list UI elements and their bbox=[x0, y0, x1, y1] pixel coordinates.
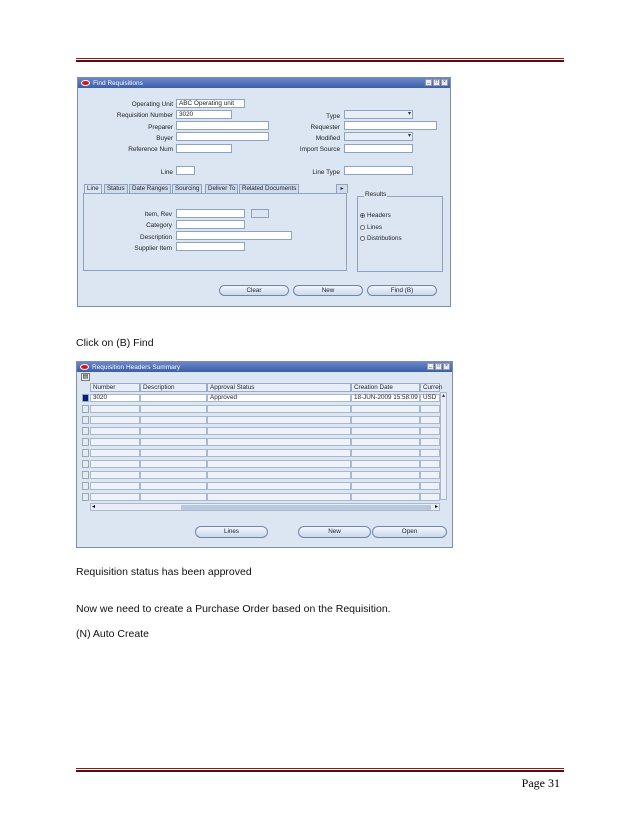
tab-status[interactable]: Status bbox=[104, 184, 128, 193]
description-label: Description bbox=[140, 234, 172, 241]
row-selector[interactable] bbox=[82, 438, 89, 446]
radio-icon bbox=[360, 225, 365, 230]
category-field[interactable] bbox=[176, 220, 245, 229]
buyer-field[interactable] bbox=[176, 132, 269, 141]
caption-click-find: Click on (B) Find bbox=[76, 337, 154, 349]
line-type-label: Line Type bbox=[312, 169, 340, 176]
table-cell[interactable] bbox=[420, 493, 440, 501]
table-cell[interactable] bbox=[140, 460, 207, 468]
table-cell[interactable] bbox=[420, 427, 440, 435]
tab-deliver-to[interactable]: Deliver To bbox=[205, 184, 238, 193]
table-cell[interactable] bbox=[207, 405, 351, 413]
page-number: Page 31 bbox=[521, 776, 560, 790]
bottom-rule bbox=[76, 768, 564, 772]
supplier-item-label: Supplier Item bbox=[134, 245, 172, 252]
line-type-field[interactable] bbox=[344, 166, 413, 175]
reference-num-field[interactable] bbox=[176, 144, 232, 153]
operating-unit-label: Operating Unit bbox=[131, 101, 173, 108]
tab-scroll-right-icon[interactable]: ▸ bbox=[336, 184, 348, 193]
table-cell[interactable] bbox=[140, 405, 207, 413]
caption-auto-create: (N) Auto Create bbox=[76, 628, 149, 640]
maximize-icon[interactable]: □ bbox=[434, 79, 439, 85]
column-description[interactable]: Description bbox=[140, 383, 207, 392]
row-selector[interactable] bbox=[82, 482, 89, 490]
supplier-item-field[interactable] bbox=[176, 242, 245, 251]
tab-sourcing[interactable]: Sourcing bbox=[172, 184, 202, 193]
table-cell[interactable] bbox=[140, 449, 207, 457]
results-group bbox=[357, 196, 443, 272]
table-cell[interactable] bbox=[351, 482, 420, 490]
tab-line[interactable]: Line bbox=[84, 184, 102, 193]
minimize-icon[interactable]: _ bbox=[427, 363, 434, 370]
close-icon[interactable]: × bbox=[443, 363, 450, 370]
scroll-thumb[interactable] bbox=[181, 505, 431, 510]
table-cell[interactable] bbox=[420, 405, 440, 413]
close-icon[interactable]: × bbox=[441, 79, 448, 86]
radio-selected-icon bbox=[360, 213, 365, 218]
tab-related-documents[interactable]: Related Documents bbox=[239, 184, 299, 193]
caption-status-approved: Requisition status has been approved bbox=[76, 566, 252, 578]
table-cell[interactable] bbox=[90, 482, 140, 490]
table-cell[interactable] bbox=[420, 438, 440, 446]
line-field[interactable] bbox=[176, 166, 195, 175]
row-selector[interactable] bbox=[82, 493, 89, 501]
table-cell[interactable] bbox=[140, 471, 207, 479]
table-cell[interactable]: 3020 bbox=[90, 394, 140, 402]
oracle-logo-icon bbox=[80, 364, 89, 370]
new-button[interactable]: New bbox=[298, 526, 371, 538]
find-button[interactable]: Find (B) bbox=[367, 285, 437, 296]
reference-num-label: Reference Num bbox=[128, 146, 173, 153]
row-selector[interactable] bbox=[82, 416, 89, 424]
table-cell[interactable] bbox=[140, 416, 207, 424]
column-creation-date[interactable]: Creation Date bbox=[351, 383, 420, 392]
results-distributions-radio[interactable]: Distributions bbox=[360, 235, 402, 242]
table-cell[interactable] bbox=[351, 427, 420, 435]
radio-icon bbox=[360, 236, 365, 241]
caption-create-po: Now we need to create a Purchase Order based on the Requisition. bbox=[76, 603, 391, 615]
table-cell[interactable]: Approved bbox=[207, 394, 351, 402]
rev-field[interactable] bbox=[251, 209, 269, 218]
import-source-label: Import Source bbox=[299, 146, 340, 153]
preparer-field[interactable] bbox=[176, 121, 269, 130]
import-source-field[interactable] bbox=[344, 144, 413, 153]
table-cell[interactable] bbox=[140, 394, 207, 402]
tab-date-ranges[interactable]: Date Ranges bbox=[129, 184, 171, 193]
table-cell[interactable] bbox=[90, 438, 140, 446]
table-cell[interactable] bbox=[351, 438, 420, 446]
results-lines-radio[interactable]: Lines bbox=[360, 224, 382, 231]
table-cell[interactable]: USD bbox=[420, 394, 440, 402]
open-button[interactable]: Open bbox=[372, 526, 447, 538]
table-cell[interactable] bbox=[90, 427, 140, 435]
folder-tool-icon[interactable]: ▤ bbox=[82, 374, 89, 380]
modified-select[interactable] bbox=[344, 132, 413, 141]
table-cell[interactable] bbox=[90, 416, 140, 424]
find-window-titlebar[interactable] bbox=[78, 78, 450, 88]
table-cell[interactable] bbox=[351, 493, 420, 501]
line-label: Line bbox=[160, 169, 173, 176]
type-select[interactable] bbox=[344, 110, 413, 119]
new-button[interactable]: New bbox=[293, 285, 363, 296]
table-cell[interactable] bbox=[140, 482, 207, 490]
table-cell[interactable] bbox=[351, 460, 420, 468]
summary-window-title: Requisition Headers Summary bbox=[92, 363, 181, 371]
scroll-left-icon[interactable]: ◂ bbox=[92, 504, 96, 510]
row-selector[interactable] bbox=[82, 460, 89, 468]
column-currency[interactable]: Curren bbox=[420, 383, 440, 392]
table-cell[interactable] bbox=[207, 482, 351, 490]
table-cell[interactable] bbox=[207, 416, 351, 424]
table-cell[interactable] bbox=[90, 449, 140, 457]
row-selector[interactable] bbox=[82, 449, 89, 457]
minimize-icon[interactable]: _ bbox=[425, 79, 432, 86]
table-cell[interactable] bbox=[420, 416, 440, 424]
item-field[interactable] bbox=[176, 209, 245, 218]
lines-button[interactable]: Lines bbox=[195, 526, 268, 538]
column-number[interactable]: Number bbox=[90, 383, 140, 392]
modified-label: Modified bbox=[315, 135, 340, 142]
summary-window-titlebar[interactable] bbox=[77, 362, 452, 372]
find-window-title: Find Requisitions bbox=[93, 79, 143, 87]
category-label: Category bbox=[146, 222, 172, 229]
table-cell[interactable] bbox=[140, 427, 207, 435]
table-cell[interactable] bbox=[351, 449, 420, 457]
table-cell[interactable] bbox=[90, 493, 140, 501]
item-rev-label: Item, Rev bbox=[144, 211, 172, 218]
table-cell[interactable] bbox=[207, 471, 351, 479]
requisition-number-field[interactable]: 3020 bbox=[176, 110, 232, 119]
row-selector[interactable] bbox=[82, 394, 89, 402]
table-cell[interactable] bbox=[207, 427, 351, 435]
table-cell[interactable] bbox=[351, 471, 420, 479]
column-approval-status[interactable]: Approval Status bbox=[207, 383, 351, 392]
table-cell[interactable] bbox=[420, 460, 440, 468]
table-cell[interactable] bbox=[420, 482, 440, 490]
table-cell[interactable] bbox=[90, 405, 140, 413]
vertical-scrollbar[interactable]: ▴ bbox=[440, 392, 447, 500]
table-cell[interactable] bbox=[420, 471, 440, 479]
maximize-icon[interactable]: □ bbox=[436, 363, 441, 369]
table-cell[interactable] bbox=[420, 449, 440, 457]
table-cell[interactable] bbox=[90, 460, 140, 468]
horizontal-scrollbar[interactable] bbox=[90, 503, 440, 511]
operating-unit-field[interactable]: ABC Operating unit bbox=[176, 99, 245, 108]
requester-field[interactable] bbox=[344, 121, 437, 130]
table-cell[interactable] bbox=[351, 416, 420, 424]
results-headers-radio[interactable]: Headers bbox=[360, 212, 391, 219]
requester-label: Requester bbox=[310, 124, 340, 131]
requisition-number-label: Requisition Number bbox=[116, 112, 173, 119]
table-cell[interactable]: 18-JUN-2009 15:58:09 bbox=[351, 394, 420, 402]
row-selector[interactable] bbox=[82, 471, 89, 479]
top-rule bbox=[76, 58, 564, 62]
type-label: Type bbox=[326, 113, 340, 120]
table-cell[interactable] bbox=[207, 449, 351, 457]
clear-button[interactable]: Clear bbox=[219, 285, 289, 296]
oracle-logo-icon bbox=[81, 80, 90, 86]
table-cell[interactable] bbox=[207, 493, 351, 501]
results-label: Results bbox=[365, 191, 387, 198]
table-cell[interactable] bbox=[351, 405, 420, 413]
table-cell[interactable] bbox=[140, 438, 207, 446]
table-cell[interactable] bbox=[207, 460, 351, 468]
row-selector[interactable] bbox=[82, 427, 89, 435]
table-cell[interactable] bbox=[140, 493, 207, 501]
buyer-label: Buyer bbox=[156, 135, 173, 142]
preparer-label: Preparer bbox=[148, 124, 173, 131]
table-cell[interactable] bbox=[90, 471, 140, 479]
scroll-right-icon[interactable]: ▸ bbox=[434, 504, 438, 510]
description-field[interactable] bbox=[176, 231, 292, 240]
table-cell[interactable] bbox=[207, 438, 351, 446]
row-selector[interactable] bbox=[82, 405, 89, 413]
